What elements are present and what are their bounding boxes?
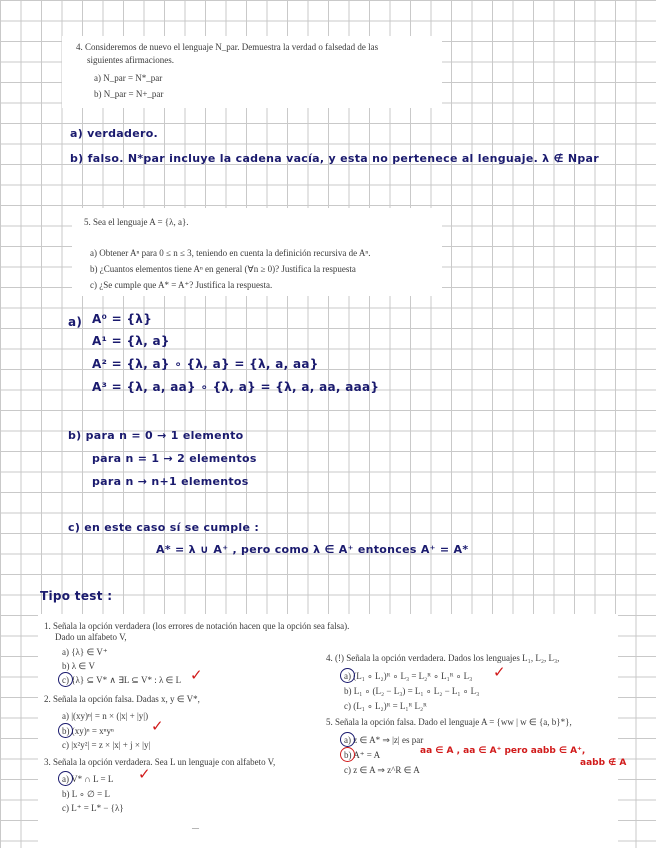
q4-answer-b: b) falso. N*par incluye la cadena vacía, y esta no pertenece al lenguaje. λ ∉ Npar [70, 152, 599, 165]
q4-item-a: a) N_par = N*_par [94, 73, 163, 83]
test-q5-option-c: c) z ∈ A ⇒ z^R ∈ A [344, 765, 420, 775]
test-q1-option-c: c) {λ} ⊆ V* ∧ ∃L ⊆ V* : λ ∈ L [62, 675, 182, 685]
test-q4-statement: 4. (!) Señala la opción verdadera. Dados los lenguajes L₁, L₂, L₃, [326, 653, 560, 663]
q5-statement: 5. Sea el lenguaje A = {λ, a}. [84, 217, 189, 227]
q2-answer-circle [58, 723, 73, 738]
q5-answer-b-line-2: para n → n+1 elementos [92, 475, 249, 488]
test-q1-option-a: a) {λ} ∈ V⁺ [62, 647, 108, 657]
test-q4-option-c: c) (L₁ ∘ L₂)ᴿ = L₁ᴿ L₂ᴿ [344, 701, 427, 711]
test-q5-option-b: b) A⁺ = A [344, 750, 381, 760]
q5-item-a: a) Obtener Aⁿ para 0 ≤ n ≤ 3, teniendo en cuenta la definición recursiva de Aⁿ. [90, 248, 371, 258]
q5-answer-a-label: a) [68, 315, 83, 329]
q1-answer-circle [58, 672, 73, 687]
q5-answer-a-line-3: A³ = {λ, a, aa} ∘ {λ, a} = {λ, a, aa, aaa} [92, 380, 380, 394]
test-q3-option-c: c) L⁺ = L* − {λ} [62, 803, 124, 813]
q2-check-mark: ✓ [151, 717, 164, 735]
q3-answer-circle [58, 771, 73, 786]
test-q1-statement-cont: Dado un alfabeto V, [55, 632, 127, 642]
q4-answer-circle [340, 668, 355, 683]
q5-answer-b-line-0: b) para n = 0 → 1 elemento [68, 429, 244, 442]
q5-answer-c-formula: A* = λ ∪ A⁺ , pero como λ ∈ A⁺ entonces A⁺ = A* [156, 543, 469, 556]
q4-statement-cont: siguientes afirmaciones. [87, 55, 174, 65]
q5-note-line1: aa ∈ A , aa ∈ A⁺ pero aabb ∈ A⁺, [420, 746, 586, 756]
test-heading: Tipo test : [40, 589, 113, 603]
test-q4-option-a: a) (L₁ ∘ L₂)ᴿ ∘ L₃ = L₂ᴿ ∘ L₁ᴿ ∘ L₃ [344, 671, 473, 681]
test-q1-statement: 1. Señala la opción verdadera (los errores de notación hacen que la opción sea falsa). [44, 621, 350, 631]
test-q4-option-b: b) L₁ ∘ (L₂ − L₃) = L₁ ∘ L₂ − L₁ ∘ L₃ [344, 686, 480, 696]
q5-answer-b-line-1: para n = 1 → 2 elementos [92, 452, 257, 465]
q4-item-b: b) N_par = N+_par [94, 89, 164, 99]
test-q3-statement: 3. Señala la opción verdadera. Sea L un lenguaje con alfabeto V, [44, 757, 276, 767]
q4-check-mark: ✓ [493, 663, 506, 681]
test-q5-option-a: a) z ∈ A* ⇒ |z| es par [344, 735, 424, 745]
test-q1-option-b: b) λ ∈ V [62, 661, 95, 671]
q4-answer-a: a) verdadero. [70, 127, 159, 140]
q3-check-mark: ✓ [138, 765, 151, 783]
q5-item-b: b) ¿Cuantos elementos tiene Aⁿ en general (∀n ≥ 0)? Justifica la respuesta [90, 264, 356, 274]
test-paper [38, 614, 618, 848]
test-q2-statement: 2. Señala la opción falsa. Dadas x, y ∈ V*, [44, 694, 200, 704]
q5-answer-a-line-1: A¹ = {λ, a} [92, 334, 170, 348]
test-q3-option-a: a) V* ∩ L = L [62, 774, 114, 784]
q5-answer-circle-b [340, 747, 355, 762]
q5-answer-a-line-2: A² = {λ, a} ∘ {λ, a} = {λ, a, aa} [92, 357, 319, 371]
test-q2-option-c: c) |x²y²| = z × |x| + j × |y| [62, 740, 151, 750]
q5-answer-a-line-0: A⁰ = {λ} [92, 312, 153, 326]
q5-answer-circle-a [340, 732, 355, 747]
footer-mark: — [192, 824, 199, 832]
q5-item-c: c) ¿Se cumple que A* = A⁺? Justifica la respuesta. [90, 280, 273, 290]
test-q2-option-a: a) |(xy)ⁿ| = n × (|x| + |y|) [62, 711, 149, 721]
q5-note-line2: aabb ∉ A [580, 758, 627, 768]
test-q3-option-b: b) L ∘ ∅ = L [62, 789, 110, 799]
test-q2-option-b: b) (xy)ⁿ = xⁿyⁿ [62, 726, 114, 736]
q1-check-mark: ✓ [190, 666, 203, 684]
q4-statement: 4. Consideremos de nuevo el lenguaje N_par. Demuestra la verdad o falsedad de las [76, 42, 379, 52]
test-q5-statement: 5. Señala la opción falsa. Dado el lenguaje A = {ww | w ∈ {a, b}*}, [326, 717, 572, 727]
q5-answer-c-line: c) en este caso sí se cumple : [68, 521, 260, 534]
